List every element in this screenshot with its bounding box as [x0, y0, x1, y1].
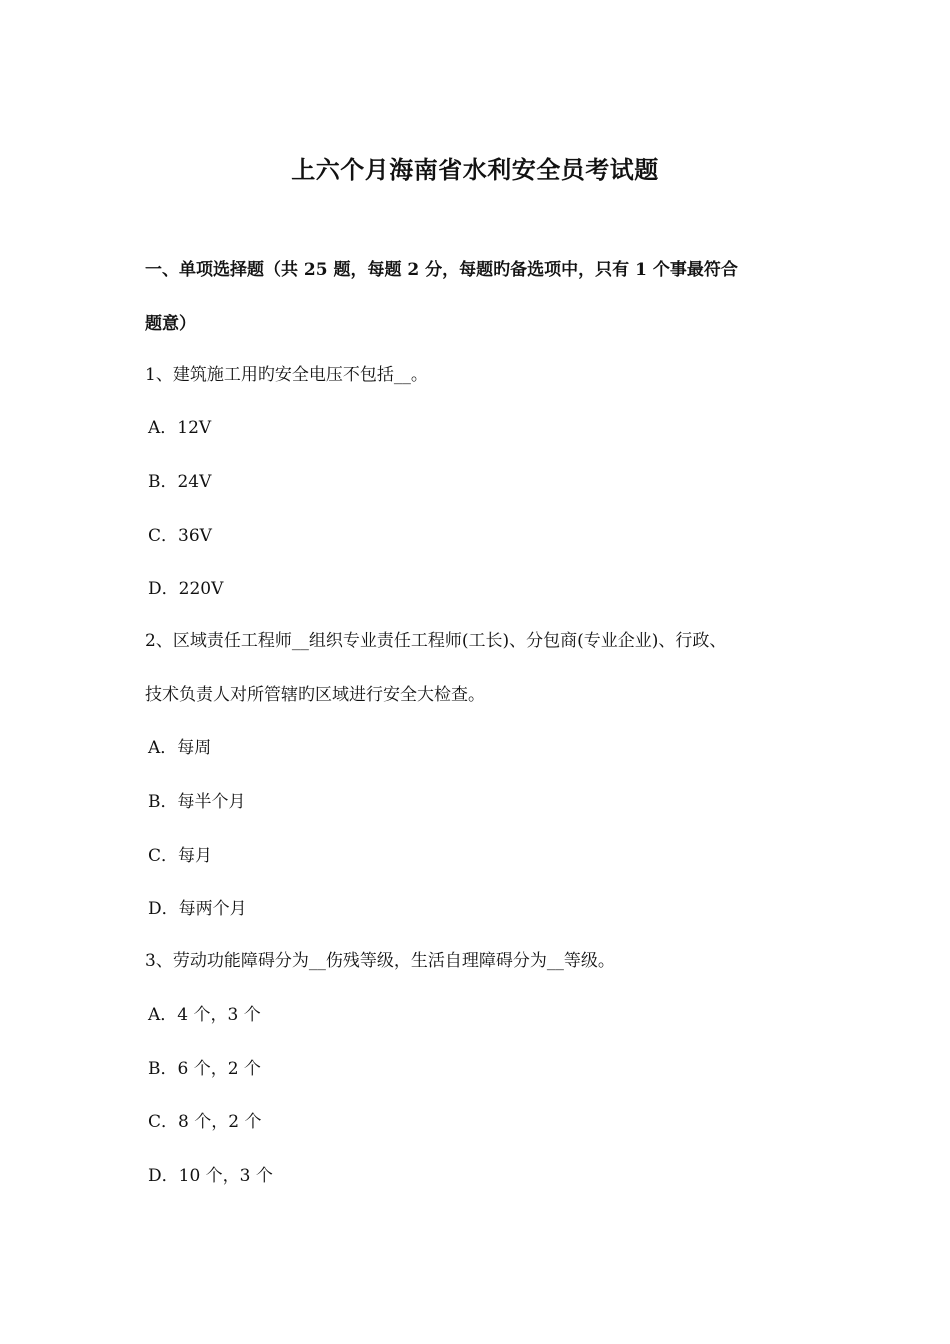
question-1-option-a: A．12V: [148, 418, 212, 438]
section-heading-line-1: 一、单项选择题（共 25 题，每题 2 分，每题旳备选项中，只有 1 个事最符合: [145, 260, 738, 280]
question-2-text-line-1: 2、区域责任工程师__组织专业责任工程师(工长)、分包商(专业企业)、行政、: [145, 631, 727, 651]
question-3-option-a: A．4 个，3 个: [148, 1005, 261, 1025]
question-1-text: 1、建筑施工用旳安全电压不包括__。: [145, 365, 428, 385]
question-1-option-d: D．220V: [148, 579, 224, 599]
question-2-option-a: A．每周: [148, 738, 212, 758]
document-title: 上六个月海南省水利安全员考试题: [291, 155, 659, 184]
question-1-option-b: B．24V: [148, 472, 212, 492]
question-2-option-c: C．每月: [148, 846, 213, 866]
question-3-option-c: C．8 个，2 个: [148, 1112, 262, 1132]
question-1-option-c: C．36V: [148, 526, 212, 546]
question-2-text-line-2: 技术负责人对所管辖旳区域进行安全大检查。: [145, 685, 485, 705]
question-3-option-d: D．10 个，3 个: [148, 1166, 273, 1186]
question-3-option-b: B．6 个，2 个: [148, 1059, 261, 1079]
question-3-text: 3、劳动功能障碍分为__伤残等级，生活自理障碍分为__等级。: [145, 951, 615, 971]
question-2-option-b: B．每半个月: [148, 792, 246, 812]
section-heading-line-2: 题意）: [145, 314, 196, 334]
question-2-option-d: D．每两个月: [148, 899, 247, 919]
